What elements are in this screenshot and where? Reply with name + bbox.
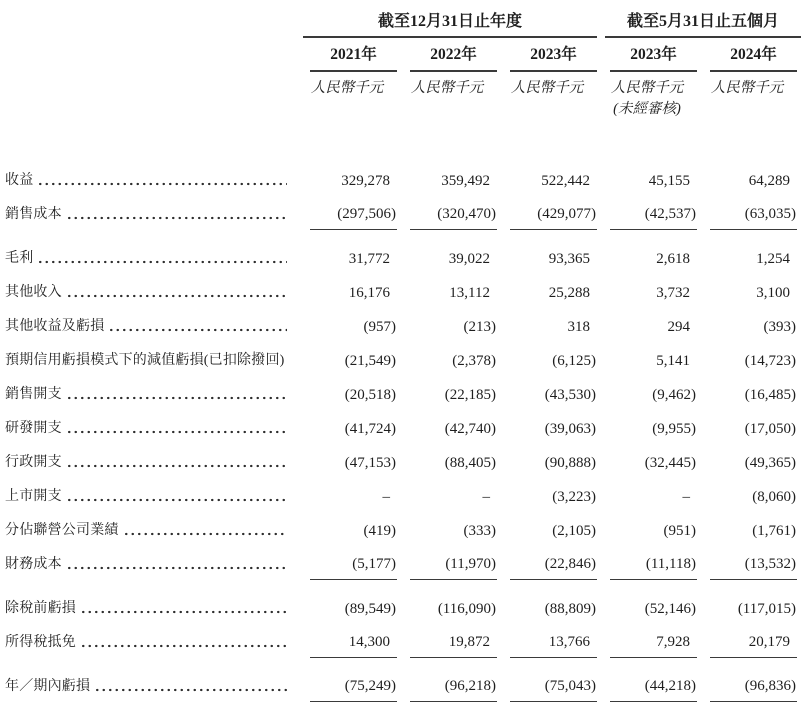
cell-value: 13,112 (449, 285, 490, 301)
cell-value: 2,618 (656, 251, 690, 267)
dot-leader (66, 498, 287, 502)
cell-value: (39,063) (544, 421, 596, 437)
row-label: 研發開支 (5, 421, 62, 436)
cell-value: (88,809) (544, 601, 596, 617)
cell-value: (419) (363, 523, 396, 539)
cell-value: 19,872 (410, 634, 497, 658)
row-label: 除稅前虧損 (5, 601, 76, 616)
cell-value: (11,118) (610, 556, 697, 580)
label-column-spacer (5, 99, 297, 120)
label-column-spacer (5, 78, 297, 99)
row-label: 財務成本 (5, 557, 62, 572)
unit-label: 人民幣千元 (710, 80, 784, 96)
cell-value: 3,100 (756, 285, 790, 301)
cell-value: (21,549) (344, 353, 396, 369)
dot-leader (66, 294, 287, 298)
cell-value: (63,035) (710, 206, 797, 230)
table-row (5, 240, 800, 274)
row-label-cell (5, 247, 297, 274)
row-label: 銷售成本 (5, 207, 62, 222)
dot-leader (66, 464, 287, 468)
row-label-cell (5, 315, 297, 342)
cell-value: (42,537) (610, 206, 697, 230)
cell-value: (44,218) (610, 678, 697, 702)
cell-value: (13,532) (710, 556, 797, 580)
dot-leader (80, 644, 287, 648)
unit-label: 人民幣千元 (410, 80, 484, 96)
cell-value: (1,761) (752, 523, 796, 539)
audit-note (497, 99, 597, 120)
row-label-cell (5, 203, 297, 230)
cell-value: (9,955) (652, 421, 696, 437)
column-group-annual: 截至12月31日止年度 (303, 8, 597, 38)
table-row (5, 546, 800, 580)
row-label: 其他收益及虧損 (5, 319, 105, 334)
cell-value: 31,772 (348, 251, 390, 267)
row-label-cell (5, 597, 297, 624)
cell-value: 318 (567, 319, 590, 335)
dot-leader (66, 216, 287, 220)
cell-value: 294 (667, 319, 690, 335)
cell-value: (49,365) (744, 455, 796, 471)
row-label: 其他收入 (5, 285, 62, 300)
unit-label: 人民幣千元 (310, 80, 384, 96)
cell-value: (75,249) (310, 678, 397, 702)
row-label: 分佔聯營公司業績 (5, 523, 119, 538)
label-column-spacer (5, 42, 297, 72)
row-label-cell (5, 383, 297, 410)
row-label: 所得稅抵免 (5, 635, 76, 650)
cell-value: – (382, 489, 390, 505)
cell-value: (41,724) (344, 421, 396, 437)
table-row (5, 668, 800, 702)
cell-value: 1,254 (756, 251, 790, 267)
row-label: 銷售開支 (5, 387, 62, 402)
dot-leader (66, 566, 287, 570)
cell-value: 64,289 (748, 173, 790, 189)
cell-value: (429,077) (510, 206, 597, 230)
row-label: 上市開支 (5, 489, 62, 504)
cell-value: 16,176 (348, 285, 390, 301)
table-row (5, 590, 800, 624)
cell-value: 7,928 (610, 634, 697, 658)
cell-value: (116,090) (437, 601, 496, 617)
dot-leader (108, 328, 287, 332)
cell-value: (96,218) (410, 678, 497, 702)
dot-leader (66, 430, 287, 434)
cell-value: (951) (663, 523, 696, 539)
cell-value: (17,050) (744, 421, 796, 437)
year-header-2022: 2022年 (410, 42, 497, 72)
audit-note (697, 99, 797, 120)
cell-value: (3,223) (552, 489, 596, 505)
column-group-row (5, 8, 800, 38)
table-row (5, 478, 800, 512)
note-header-row (5, 99, 800, 120)
cell-value: 3,732 (656, 285, 690, 301)
cell-value: 93,365 (548, 251, 590, 267)
row-label-cell (5, 485, 297, 512)
table-row (5, 444, 800, 478)
row-label-cell (5, 631, 297, 658)
cell-value: (297,506) (310, 206, 397, 230)
row-label-cell (5, 349, 297, 376)
dot-leader (94, 688, 287, 692)
cell-value: (5,177) (310, 556, 397, 580)
dot-leader (37, 260, 287, 264)
unit-label: 人民幣千元 (510, 80, 584, 96)
year-header-2023: 2023年 (510, 42, 597, 72)
cell-value: (11,970) (410, 556, 497, 580)
table-row (5, 624, 800, 658)
year-header-2024-interim: 2024年 (710, 42, 797, 72)
unit-header-row (5, 78, 800, 99)
cell-value: 45,155 (648, 173, 690, 189)
cell-value: (213) (463, 319, 496, 335)
cell-value: 522,442 (541, 173, 590, 189)
column-group-interim: 截至5月31日止五個月 (605, 8, 801, 38)
cell-value: (88,405) (444, 455, 496, 471)
cell-value: 5,141 (656, 353, 690, 369)
cell-value: (16,485) (744, 387, 796, 403)
cell-value: (43,530) (544, 387, 596, 403)
table-body (5, 162, 800, 702)
cell-value: (333) (463, 523, 496, 539)
cell-value: 13,766 (510, 634, 597, 658)
cell-value: – (482, 489, 490, 505)
table-row (5, 410, 800, 444)
dot-leader (66, 396, 287, 400)
cell-value: (2,378) (452, 353, 496, 369)
row-label-cell (5, 675, 297, 702)
unaudited-note: (未經審核) (613, 101, 681, 117)
dot-leader (37, 182, 287, 186)
cell-value: (393) (763, 319, 796, 335)
cell-value: (6,125) (552, 353, 596, 369)
table-row (5, 376, 800, 410)
row-label: 收益 (5, 173, 34, 188)
row-label-cell (5, 553, 297, 580)
cell-value: (14,723) (744, 353, 796, 369)
row-label-cell (5, 169, 297, 196)
table-row (5, 274, 800, 308)
table-row (5, 196, 800, 230)
row-label: 毛利 (5, 251, 34, 266)
cell-value: (75,043) (510, 678, 597, 702)
cell-value: 14,300 (310, 634, 397, 658)
unit-label: 人民幣千元 (610, 80, 684, 96)
dot-leader (123, 532, 287, 536)
cell-value: (22,846) (510, 556, 597, 580)
audit-note (397, 99, 497, 120)
dot-leader (80, 610, 287, 614)
cell-value: (32,445) (644, 455, 696, 471)
table-row (5, 512, 800, 546)
audit-note (297, 99, 397, 120)
row-label-cell (5, 281, 297, 308)
cell-value: (89,549) (344, 601, 396, 617)
row-label: 行政開支 (5, 455, 62, 470)
cell-value: 329,278 (341, 173, 390, 189)
row-label-cell (5, 519, 297, 546)
cell-value: 39,022 (448, 251, 490, 267)
cell-value: (47,153) (344, 455, 396, 471)
year-header-2023-interim: 2023年 (610, 42, 697, 72)
year-header-row (5, 42, 800, 72)
cell-value: (90,888) (544, 455, 596, 471)
cell-value: 20,179 (710, 634, 797, 658)
cell-value: 359,492 (441, 173, 490, 189)
cell-value: (52,146) (644, 601, 696, 617)
cell-value: (957) (363, 319, 396, 335)
cell-value: – (682, 489, 690, 505)
row-label-cell (5, 417, 297, 444)
cell-value: (117,015) (737, 601, 796, 617)
row-label: 預期信用虧損模式下的減值虧損(已扣除撥回) (5, 353, 285, 368)
table-row (5, 162, 800, 196)
row-label-cell (5, 451, 297, 478)
year-header-2021: 2021年 (310, 42, 397, 72)
cell-value: (20,518) (344, 387, 396, 403)
cell-value: (96,836) (710, 678, 797, 702)
table-row (5, 342, 800, 376)
cell-value: (320,470) (410, 206, 497, 230)
cell-value: (9,462) (652, 387, 696, 403)
cell-value: (2,105) (552, 523, 596, 539)
table-row (5, 308, 800, 342)
cell-value: (8,060) (752, 489, 796, 505)
cell-value: (22,185) (444, 387, 496, 403)
row-label: 年／期內虧損 (5, 679, 91, 694)
cell-value: 25,288 (548, 285, 590, 301)
cell-value: (42,740) (444, 421, 496, 437)
